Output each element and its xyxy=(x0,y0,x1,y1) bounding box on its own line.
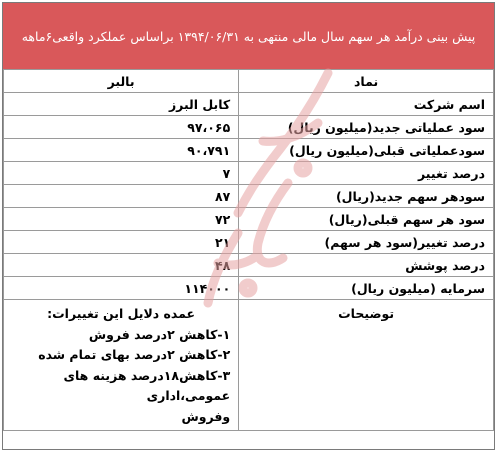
row-value: ۲۱ xyxy=(4,231,239,254)
table-row xyxy=(4,277,494,300)
table-row xyxy=(4,93,494,116)
row-label: سودهر سهم جدید(ریال) xyxy=(239,185,494,208)
notes-cell xyxy=(4,300,239,431)
column-header-symbol: نماد xyxy=(239,70,494,93)
table-row xyxy=(4,162,494,185)
report-frame xyxy=(2,2,495,450)
table-row xyxy=(4,185,494,208)
row-value: ۸۷ xyxy=(4,185,239,208)
row-value: ۹۷،۰۶۵ xyxy=(4,116,239,139)
row-value: ۷۲ xyxy=(4,208,239,231)
row-label: سود هر سهم قبلی(ریال) xyxy=(239,208,494,231)
note-line: ۲-کاهش ۲درصد بهای تمام شده xyxy=(38,347,231,362)
table-header-row xyxy=(4,70,494,93)
row-value: ۴۸ xyxy=(4,254,239,277)
notes-label: توضیحات xyxy=(239,300,494,431)
row-value: ۷ xyxy=(4,162,239,185)
table-row xyxy=(4,139,494,162)
eps-forecast-table xyxy=(3,69,494,431)
table-row xyxy=(4,231,494,254)
report-title: پیش بینی درآمد هر سهم سال مالی منتهی به ۱۳۹۴/۰۶/۳۱ براساس عملکرد واقعی۶ماهه xyxy=(21,28,476,44)
row-label: درصد تغییر xyxy=(239,162,494,185)
row-label: درصد پوشش xyxy=(239,254,494,277)
table-row xyxy=(4,208,494,231)
row-label: سودعملیاتی قبلی(میلیون ریال) xyxy=(239,139,494,162)
note-line: ۱-کاهش ۲درصد فروش xyxy=(88,326,231,342)
note-line: وفروش xyxy=(181,408,231,424)
report-title-bar xyxy=(3,3,494,69)
note-line: ۳-کاهش۱۸درصد هزینه های عمومی،اداری xyxy=(63,367,231,403)
row-value: ۹۰،۷۹۱ xyxy=(4,139,239,162)
table-row xyxy=(4,116,494,139)
row-label: سرمایه (میلیون ریال) xyxy=(239,277,494,300)
row-value: ۱۱۴۰۰۰ xyxy=(4,277,239,300)
notes-row xyxy=(4,300,494,431)
table-row xyxy=(4,254,494,277)
row-label: سود عملیاتی جدید(میلیون ریال) xyxy=(239,116,494,139)
column-header-value: بالبر xyxy=(4,70,239,93)
row-label: درصد تغییر(سود هر سهم) xyxy=(239,231,494,254)
note-line: عمده دلایل این تغییرات: xyxy=(47,306,196,321)
row-value: کابل البرز xyxy=(4,93,239,116)
row-label: اسم شرکت xyxy=(239,93,494,116)
